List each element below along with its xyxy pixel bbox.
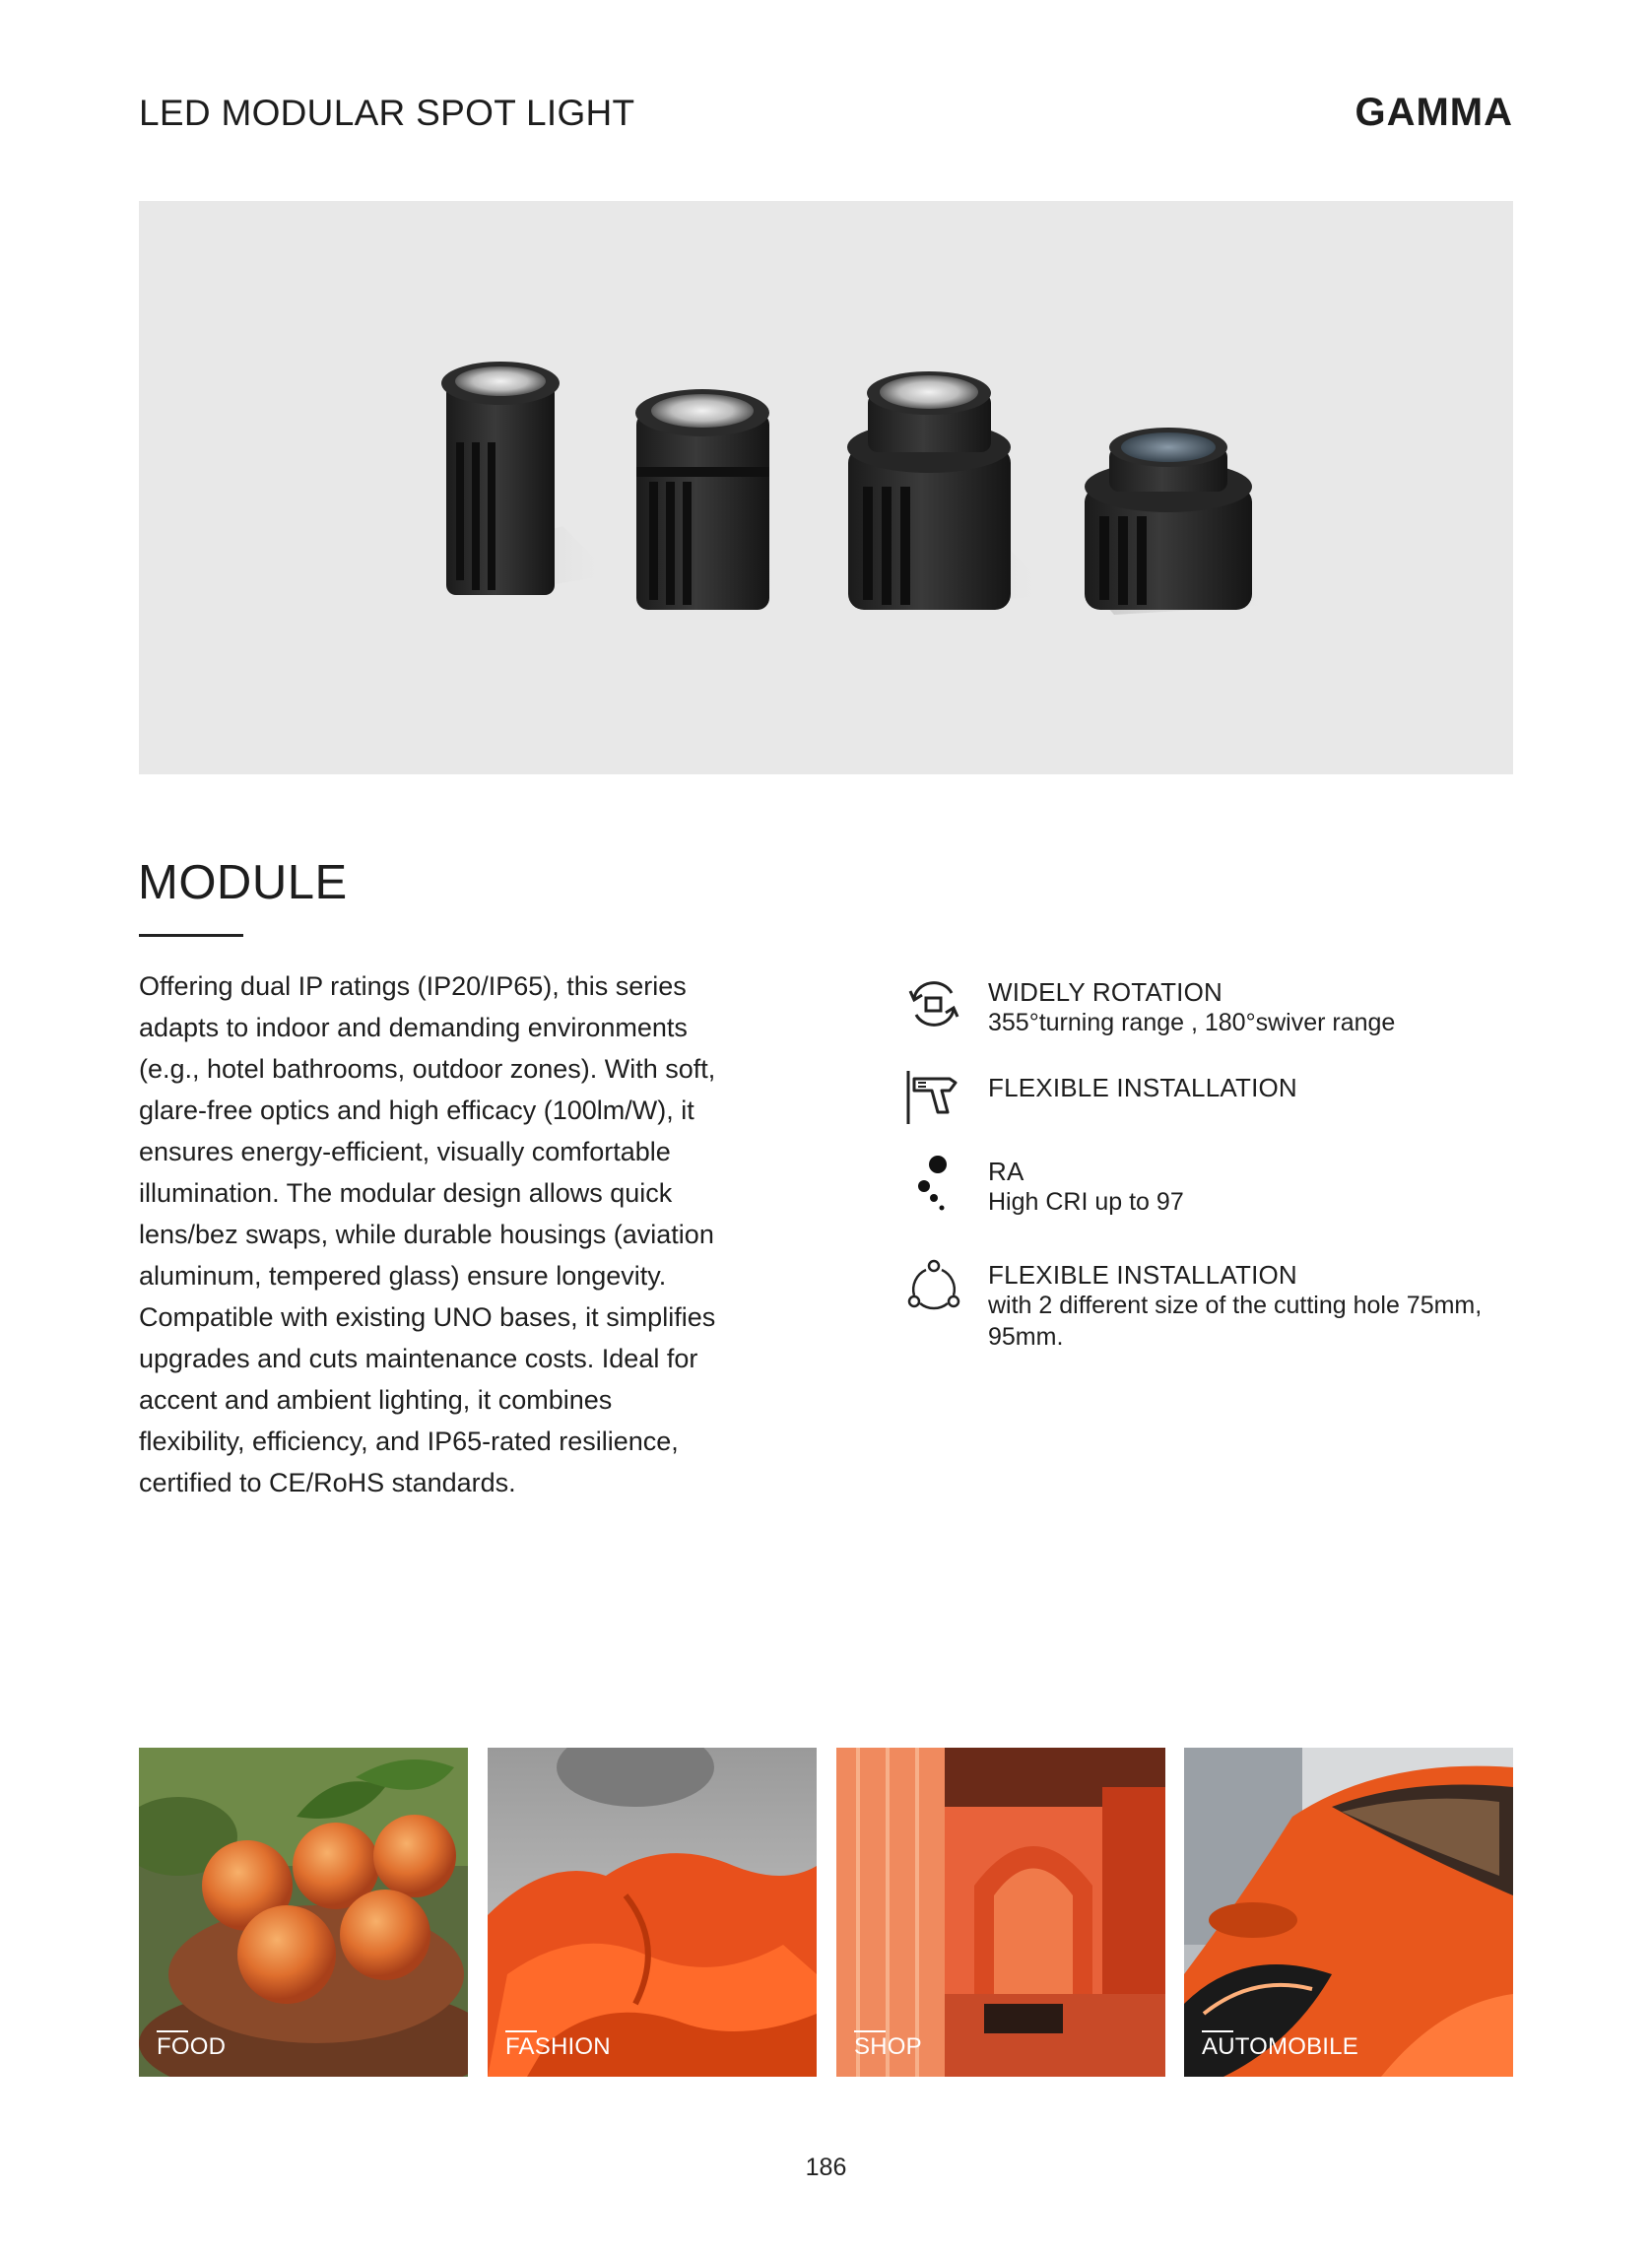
gallery-label: SHOP xyxy=(854,2033,922,2060)
section-title: MODULE xyxy=(138,856,348,909)
page-number: 186 xyxy=(805,2154,847,2181)
feature-description: High CRI up to 97 xyxy=(988,1188,1184,1216)
dots-icon xyxy=(904,1153,963,1212)
spot-module-3 xyxy=(847,371,1055,610)
automobile-image xyxy=(1184,1748,1513,2077)
application-gallery xyxy=(139,1748,1513,2077)
hero-product-image xyxy=(139,201,1513,774)
feature-description: with 2 different size of the cutting hole 75mm, 95mm. xyxy=(988,1292,1483,1351)
section-divider xyxy=(139,934,243,937)
connection-icon xyxy=(904,1256,963,1315)
section-description: Offering dual IP ratings (IP20/IP65), this series adapts to indoor and demanding environments (e.g., hotel bathrooms, outdoor zones). With soft, glare-free optics and high efficacy (100lm/W), it ensures energy-efficient, visually comfortable illumination. The modular design allows quick lens/bez swaps, while durable housings (aviation aluminum, tempered glass) ensure longevity. Compatible with existing UNO bases, it simplifies upgrades and cuts maintenance costs. Ideal for accent and ambient lighting, it combines flexibility, efficiency, and IP65-rated resilience, certified to CE/RoHS standards. xyxy=(139,971,716,1497)
gallery-tile-shop xyxy=(836,1748,1165,2077)
feature-title: WIDELY ROTATION xyxy=(988,977,1222,1007)
gallery-tile-fashion xyxy=(488,1748,817,2077)
feature-description: 355°turning range , 180°swiver range xyxy=(988,1009,1396,1036)
gallery-label: AUTOMOBILE xyxy=(1202,2033,1358,2060)
spot-module-2 xyxy=(635,389,789,610)
brand-logo: GAMMA xyxy=(1355,91,1513,134)
gallery-label: FASHION xyxy=(505,2033,611,2060)
spot-module-4 xyxy=(1085,428,1282,615)
gallery-tile-automobile xyxy=(1184,1748,1513,2077)
shop-image xyxy=(836,1748,1165,2077)
feature-title: RA xyxy=(988,1157,1024,1186)
feature-title: FLEXIBLE INSTALLATION xyxy=(988,1073,1297,1102)
food-image xyxy=(139,1748,468,2077)
spot-module-1 xyxy=(441,362,612,595)
feature-title: FLEXIBLE INSTALLATION xyxy=(988,1260,1297,1290)
fashion-image xyxy=(488,1748,817,2077)
rotation-icon xyxy=(904,973,963,1032)
gallery-tile-food xyxy=(139,1748,468,2077)
gallery-label: FOOD xyxy=(157,2033,227,2060)
product-illustration xyxy=(139,201,1513,774)
drill-icon xyxy=(904,1069,963,1128)
document-title: LED MODULAR SPOT LIGHT xyxy=(139,93,635,133)
